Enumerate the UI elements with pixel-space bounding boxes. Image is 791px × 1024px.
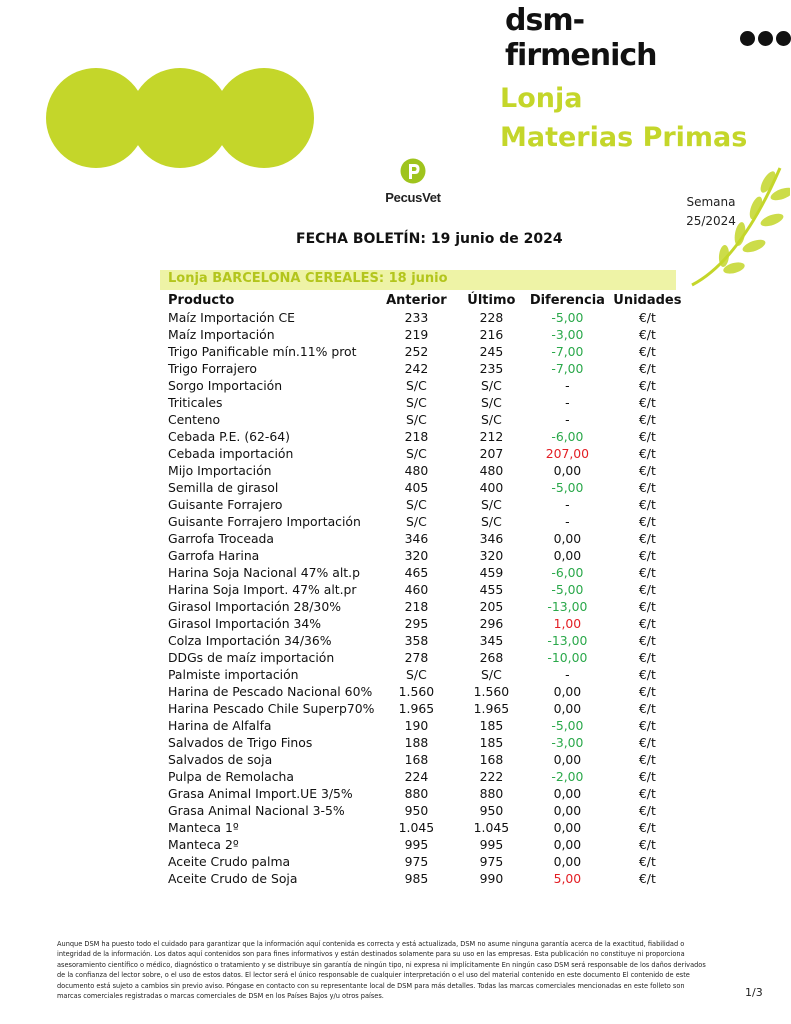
cell-diferencia: -	[565, 667, 570, 682]
cell-ultimo: 216	[479, 327, 504, 342]
decorative-circles	[46, 68, 316, 168]
cell-diferencia: -	[565, 412, 570, 427]
cell-unidades: €/t	[638, 395, 656, 410]
cell-unidades: €/t	[638, 378, 656, 393]
cell-diferencia: -7,00	[551, 344, 584, 359]
cell-anterior: 880	[404, 786, 429, 801]
cell-producto: Manteca 1º	[168, 820, 239, 835]
table-body	[162, 309, 684, 887]
col-producto: Producto	[168, 292, 235, 308]
cell-producto: Cebada P.E. (62-64)	[168, 429, 290, 444]
cell-producto: Harina de Alfalfa	[168, 718, 272, 733]
cell-diferencia: -5,00	[551, 718, 584, 733]
col-unidades: Unidades	[613, 292, 682, 308]
table-header-row	[162, 291, 684, 309]
table-row	[162, 649, 684, 666]
cell-diferencia: -	[565, 378, 570, 393]
cell-diferencia: 0,00	[553, 803, 582, 818]
table-row	[162, 870, 684, 887]
cell-unidades: €/t	[638, 667, 656, 682]
cell-ultimo: 995	[479, 837, 504, 852]
cell-anterior: 190	[404, 718, 429, 733]
cell-diferencia: -	[565, 514, 570, 529]
cell-anterior: 460	[404, 582, 429, 597]
cell-anterior: 224	[404, 769, 429, 784]
cell-diferencia: 0,00	[553, 752, 582, 767]
cell-producto: Harina Soja Nacional 47% alt.p	[168, 565, 360, 580]
cell-producto: Triticales	[168, 395, 223, 410]
pecusvet-logo	[378, 158, 448, 205]
cell-producto: Harina Soja Import. 47% alt.pr	[168, 582, 357, 597]
cell-unidades: €/t	[638, 786, 656, 801]
table-row	[162, 581, 684, 598]
cell-ultimo: 990	[479, 871, 504, 886]
cell-ultimo: 480	[479, 463, 504, 478]
cell-ultimo: 400	[479, 480, 504, 495]
cell-producto: Semilla de girasol	[168, 480, 279, 495]
cell-producto: Centeno	[168, 412, 221, 427]
cell-producto: Grasa Animal Import.UE 3/5%	[168, 786, 353, 801]
table-row	[162, 479, 684, 496]
cell-producto: Girasol Importación 28/30%	[168, 599, 341, 614]
cell-unidades: €/t	[638, 310, 656, 325]
table-row	[162, 564, 684, 581]
cell-ultimo: 235	[479, 361, 504, 376]
table-row	[162, 326, 684, 343]
cell-producto: Salvados de Trigo Finos	[168, 735, 313, 750]
table-row	[162, 700, 684, 717]
cell-ultimo: 880	[479, 786, 504, 801]
cell-diferencia: 0,00	[553, 531, 582, 546]
cell-producto: Aceite Crudo palma	[168, 854, 291, 869]
table-row	[162, 394, 684, 411]
cell-diferencia: -13,00	[547, 599, 588, 614]
cell-anterior: 1.560	[398, 684, 435, 699]
cell-ultimo: 459	[479, 565, 504, 580]
cell-diferencia: -5,00	[551, 480, 584, 495]
cell-producto: Pulpa de Remolacha	[168, 769, 294, 784]
cell-diferencia: -6,00	[551, 565, 584, 580]
cell-ultimo: 975	[479, 854, 504, 869]
cell-producto: Garrofa Harina	[168, 548, 260, 563]
cell-producto: Harina Pescado Chile Superp70%	[168, 701, 375, 716]
cell-ultimo: S/C	[481, 395, 502, 410]
brand-dots-icon	[737, 31, 791, 46]
cell-anterior: 188	[404, 735, 429, 750]
cell-unidades: €/t	[638, 616, 656, 631]
cell-anterior: 480	[404, 463, 429, 478]
cell-diferencia: 0,00	[553, 820, 582, 835]
table-row	[162, 428, 684, 445]
cell-ultimo: 185	[479, 735, 504, 750]
cell-producto: Cebada importación	[168, 446, 294, 461]
cell-anterior: 295	[404, 616, 429, 631]
cell-diferencia: -5,00	[551, 310, 584, 325]
cell-ultimo: S/C	[481, 378, 502, 393]
week-value: 25/2024	[686, 214, 736, 228]
cell-diferencia: 0,00	[553, 786, 582, 801]
cell-ultimo: 1.965	[473, 701, 510, 716]
cell-unidades: €/t	[638, 531, 656, 546]
cell-ultimo: 1.560	[473, 684, 510, 699]
cell-ultimo: 245	[479, 344, 504, 359]
cell-unidades: €/t	[638, 752, 656, 767]
cell-ultimo: S/C	[481, 412, 502, 427]
cell-unidades: €/t	[638, 361, 656, 376]
week-label: Semana	[686, 195, 736, 209]
cell-unidades: €/t	[638, 837, 656, 852]
cell-producto: Guisante Forrajero	[168, 497, 283, 512]
cell-ultimo: 185	[479, 718, 504, 733]
cell-anterior: S/C	[406, 378, 427, 393]
page-title: Lonja	[500, 83, 583, 114]
cell-unidades: €/t	[638, 718, 656, 733]
cell-diferencia: -	[565, 497, 570, 512]
table-row	[162, 683, 684, 700]
cell-diferencia: -10,00	[547, 650, 588, 665]
bulletin-date: FECHA BOLETÍN: 19 junio de 2024	[296, 231, 563, 247]
cell-diferencia: 0,00	[553, 684, 582, 699]
cell-unidades: €/t	[638, 582, 656, 597]
col-anterior: Anterior	[386, 292, 447, 308]
cell-ultimo: 212	[479, 429, 504, 444]
cell-diferencia: -6,00	[551, 429, 584, 444]
cell-unidades: €/t	[638, 701, 656, 716]
cell-unidades: €/t	[638, 514, 656, 529]
cell-anterior: 168	[404, 752, 429, 767]
cell-anterior: 975	[404, 854, 429, 869]
table-row	[162, 802, 684, 819]
cell-unidades: €/t	[638, 871, 656, 886]
cell-unidades: €/t	[638, 565, 656, 580]
cell-diferencia: 5,00	[553, 871, 582, 886]
cell-producto: Palmiste importación	[168, 667, 299, 682]
cell-producto: Manteca 2º	[168, 837, 239, 852]
cell-producto: Aceite Crudo de Soja	[168, 871, 298, 886]
col-ultimo: Último	[467, 292, 516, 308]
page-number: 1/3	[745, 986, 763, 999]
table-row	[162, 360, 684, 377]
week-block	[672, 193, 750, 231]
cell-producto: Salvados de soja	[168, 752, 273, 767]
table-row	[162, 632, 684, 649]
cell-producto: Guisante Forrajero Importación	[168, 514, 361, 529]
cell-unidades: €/t	[638, 854, 656, 869]
cell-unidades: €/t	[638, 769, 656, 784]
cell-diferencia: -2,00	[551, 769, 584, 784]
pecusvet-name: PecusVet	[385, 190, 441, 205]
cell-anterior: 985	[404, 871, 429, 886]
cell-ultimo: 320	[479, 548, 504, 563]
cell-producto: Garrofa Troceada	[168, 531, 275, 546]
cell-diferencia: -7,00	[551, 361, 584, 376]
cell-producto: Trigo Panificable mín.11% prot	[168, 344, 357, 359]
cell-ultimo: 222	[479, 769, 504, 784]
cell-diferencia: 0,00	[553, 854, 582, 869]
page-subtitle: Materias Primas	[500, 122, 748, 153]
cell-anterior: 358	[404, 633, 429, 648]
cell-anterior: 252	[404, 344, 429, 359]
cell-anterior: 320	[404, 548, 429, 563]
cell-unidades: €/t	[638, 650, 656, 665]
cell-ultimo: 168	[479, 752, 504, 767]
cell-ultimo: 345	[479, 633, 504, 648]
cell-unidades: €/t	[638, 820, 656, 835]
table-row	[162, 547, 684, 564]
pecusvet-mark-icon	[400, 158, 426, 184]
cell-ultimo: 455	[479, 582, 504, 597]
cell-producto: Maíz Importación	[168, 327, 275, 342]
cell-unidades: €/t	[638, 480, 656, 495]
cell-unidades: €/t	[638, 327, 656, 342]
circle-shape	[214, 68, 314, 168]
table-row	[162, 751, 684, 768]
brand-name: dsm-firmenich	[505, 3, 657, 73]
table-row	[162, 343, 684, 360]
table-row	[162, 462, 684, 479]
cell-anterior: 219	[404, 327, 429, 342]
cell-diferencia: 0,00	[553, 548, 582, 563]
cell-anterior: S/C	[406, 412, 427, 427]
cell-unidades: €/t	[638, 633, 656, 648]
cell-unidades: €/t	[638, 735, 656, 750]
cell-ultimo: S/C	[481, 514, 502, 529]
cell-producto: Grasa Animal Nacional 3-5%	[168, 803, 345, 818]
cell-unidades: €/t	[638, 446, 656, 461]
table-row	[162, 496, 684, 513]
cell-unidades: €/t	[638, 344, 656, 359]
cell-unidades: €/t	[638, 497, 656, 512]
cell-anterior: 950	[404, 803, 429, 818]
cell-ultimo: S/C	[481, 497, 502, 512]
cell-diferencia: -5,00	[551, 582, 584, 597]
cell-diferencia: -3,00	[551, 327, 584, 342]
cell-anterior: 465	[404, 565, 429, 580]
table-row	[162, 853, 684, 870]
cell-anterior: 242	[404, 361, 429, 376]
cell-anterior: S/C	[406, 514, 427, 529]
cell-unidades: €/t	[638, 412, 656, 427]
cell-diferencia: -13,00	[547, 633, 588, 648]
cell-ultimo: 296	[479, 616, 504, 631]
cell-anterior: S/C	[406, 497, 427, 512]
cell-diferencia: 0,00	[553, 837, 582, 852]
table-row	[162, 530, 684, 547]
cell-ultimo: S/C	[481, 667, 502, 682]
cell-producto: Mijo Importación	[168, 463, 272, 478]
table-row	[162, 836, 684, 853]
cell-anterior: 346	[404, 531, 429, 546]
table-row	[162, 785, 684, 802]
table-row	[162, 768, 684, 785]
cell-ultimo: 205	[479, 599, 504, 614]
table-row	[162, 411, 684, 428]
cell-unidades: €/t	[638, 599, 656, 614]
cell-producto: Harina de Pescado Nacional 60%	[168, 684, 373, 699]
cell-ultimo: 346	[479, 531, 504, 546]
cell-diferencia: -3,00	[551, 735, 584, 750]
cell-anterior: 995	[404, 837, 429, 852]
table-row	[162, 819, 684, 836]
cell-producto: Girasol Importación 34%	[168, 616, 322, 631]
cell-anterior: 278	[404, 650, 429, 665]
cell-diferencia: 207,00	[545, 446, 590, 461]
cell-anterior: 405	[404, 480, 429, 495]
cell-ultimo: 1.045	[473, 820, 510, 835]
cell-unidades: €/t	[638, 463, 656, 478]
cell-diferencia: -	[565, 395, 570, 410]
cell-anterior: S/C	[406, 667, 427, 682]
table-row	[162, 717, 684, 734]
cell-producto: Colza Importación 34/36%	[168, 633, 332, 648]
cell-anterior: S/C	[406, 446, 427, 461]
cell-diferencia: 0,00	[553, 463, 582, 478]
cell-anterior: 218	[404, 429, 429, 444]
table-row	[162, 377, 684, 394]
col-diferencia: Diferencia	[529, 292, 605, 308]
cell-anterior: S/C	[406, 395, 427, 410]
table-row	[162, 598, 684, 615]
cell-diferencia: 1,00	[553, 616, 582, 631]
cell-anterior: 233	[404, 310, 429, 325]
cell-anterior: 1.965	[398, 701, 435, 716]
cell-unidades: €/t	[638, 803, 656, 818]
cell-ultimo: 950	[479, 803, 504, 818]
legal-disclaimer: Aunque DSM ha puesto todo el cuidado para garantizar que la información aquí contenida es correcta y está actualizada, DSM no asume ninguna garantía acerca de la exactitud, fiabilidad o integridad de la información. Los datos aquí contenidos son para fines informativos y están destinados solamente para su uso en las empresas. Esta publicación no constituye ni proporciona asesoramiento científico o médico, diagnóstico o tratamiento y se distribuye sin garantía de ningún tipo, ni expresa ni implícitamente En ningún caso DSM será responsable de los daños derivados de la confianza del lector sobre, o el uso de estos datos. El lector será el único responsable de cualquier interpretación o el uso del material contenido en este documento El contenido de este documento está sujeto a cambios sin previo aviso. Póngase en contacto con su representante local de DSM para más detalles. Todas las marcas comerciales mencionadas en este folleto son marcas comerciales registradas o marcas comerciales de DSM en los Países Bajos y/u otros países.	[57, 940, 706, 1001]
cell-anterior: 1.045	[398, 820, 435, 835]
table-row	[162, 615, 684, 632]
table-row	[162, 309, 684, 326]
cell-producto: Maíz Importación CE	[168, 310, 295, 325]
cell-unidades: €/t	[638, 429, 656, 444]
dsm-firmenich-logo	[505, 3, 791, 73]
table-row	[162, 734, 684, 751]
cell-producto: DDGs de maíz importación	[168, 650, 335, 665]
table-row	[162, 513, 684, 530]
cell-ultimo: 268	[479, 650, 504, 665]
cell-unidades: €/t	[638, 684, 656, 699]
cell-producto: Trigo Forrajero	[168, 361, 257, 376]
cell-ultimo: 228	[479, 310, 504, 325]
cell-producto: Sorgo Importación	[168, 378, 283, 393]
cell-diferencia: 0,00	[553, 701, 582, 716]
cell-unidades: €/t	[638, 548, 656, 563]
cell-ultimo: 207	[479, 446, 504, 461]
table-row	[162, 445, 684, 462]
price-table	[162, 291, 684, 887]
section-title: Lonja BARCELONA CEREALES: 18 junio	[168, 271, 448, 286]
table-row	[162, 666, 684, 683]
cell-anterior: 218	[404, 599, 429, 614]
